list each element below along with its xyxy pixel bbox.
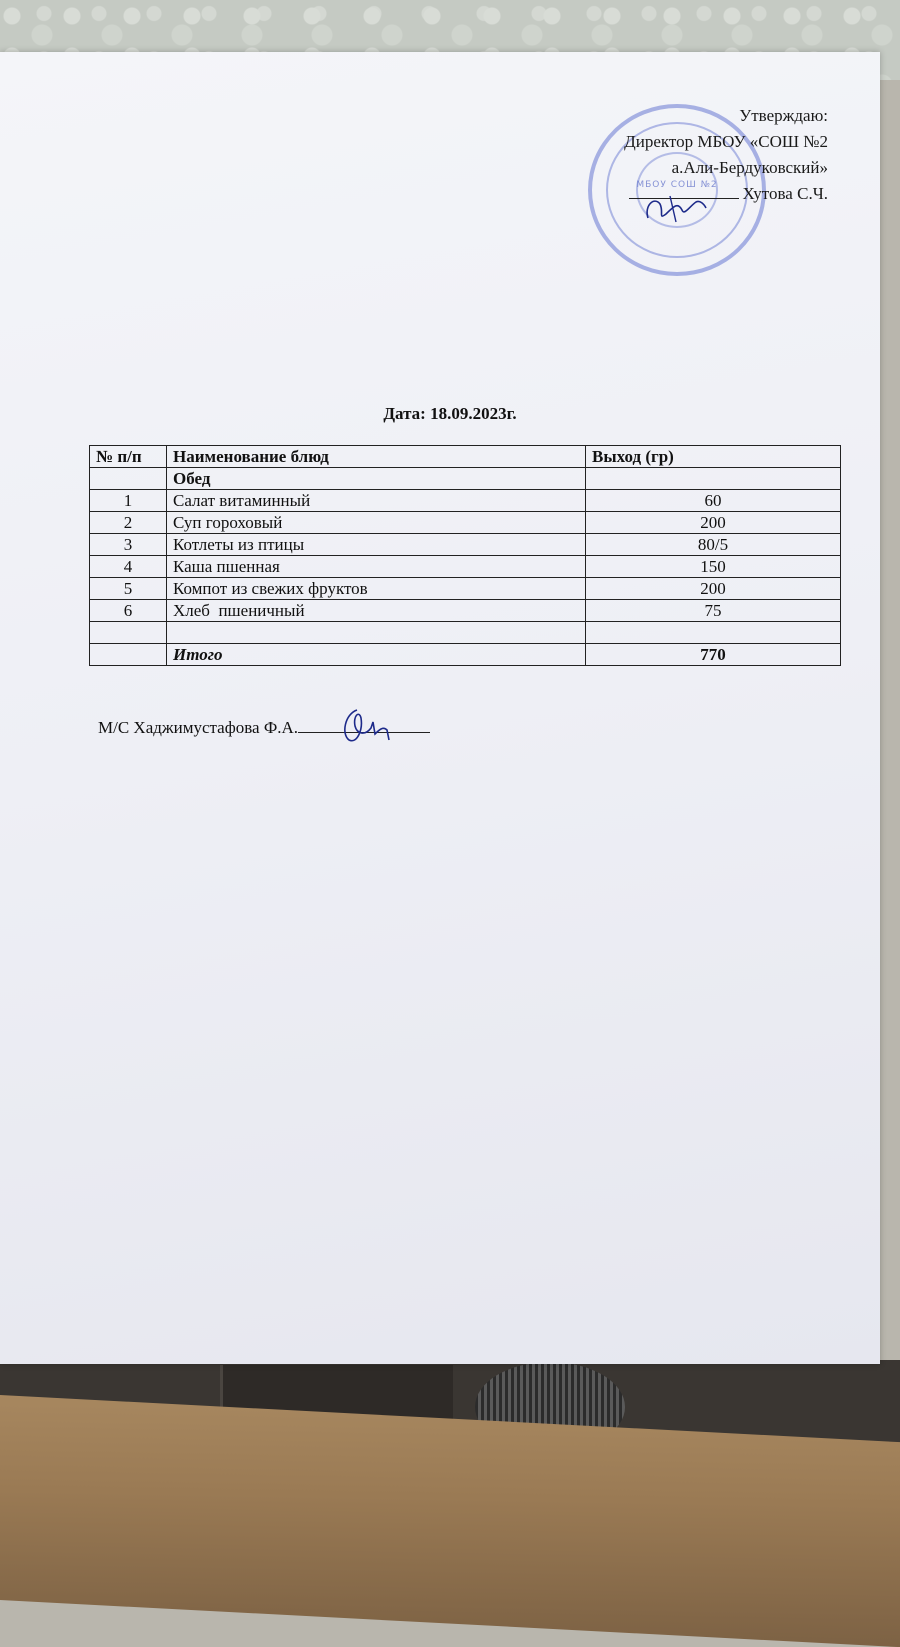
director-signature [640, 188, 710, 228]
row-number: 2 [90, 512, 167, 534]
row-output: 60 [586, 490, 841, 512]
table-total-row [90, 644, 841, 666]
row-number: 5 [90, 578, 167, 600]
row-dish-name: Котлеты из птицы [167, 534, 586, 556]
empty-cell [586, 622, 841, 644]
empty-cell [167, 622, 586, 644]
nurse-signature [335, 700, 395, 750]
total-label: Итого [167, 644, 586, 666]
row-dish-name: Салат витаминный [167, 490, 586, 512]
row-dish-name: Суп гороховый [167, 512, 586, 534]
row-output: 200 [586, 578, 841, 600]
menu-sheet [0, 52, 880, 1364]
table-row [90, 600, 841, 622]
header-output: Выход (гр) [586, 446, 841, 468]
row-output: 200 [586, 512, 841, 534]
document-date: Дата: 18.09.2023г. [383, 404, 517, 423]
total-value: 770 [586, 644, 841, 666]
table-header-row [90, 446, 841, 468]
row-output: 80/5 [586, 534, 841, 556]
approval-school: а.Али-Бердуковский» [671, 158, 828, 177]
row-number: 1 [90, 490, 167, 512]
approval-title: Утверждаю: [739, 106, 828, 125]
section-label: Обед [167, 468, 586, 490]
nurse-name: М/С Хаджимустафова Ф.А. [98, 718, 299, 737]
table-section-row [90, 468, 841, 490]
section-number-cell [90, 468, 167, 490]
table-empty-row [90, 622, 841, 644]
table-row [90, 556, 841, 578]
director-name: Хутова С.Ч. [742, 184, 828, 203]
header-dish-name: Наименование блюд [167, 446, 586, 468]
approval-position: Директор МБОУ «СОШ №2 [624, 132, 828, 151]
row-number: 3 [90, 534, 167, 556]
menu-table [89, 445, 841, 666]
empty-cell [90, 622, 167, 644]
row-dish-name: Каша пшенная [167, 556, 586, 578]
header-number: № п/п [90, 446, 167, 468]
table-row [90, 512, 841, 534]
total-number-cell [90, 644, 167, 666]
table-row [90, 534, 841, 556]
stamp-text: МБОУ СОШ №2 [636, 180, 718, 190]
row-number: 6 [90, 600, 167, 622]
row-number: 4 [90, 556, 167, 578]
section-output-cell [586, 468, 841, 490]
row-output: 75 [586, 600, 841, 622]
row-dish-name: Компот из свежих фруктов [167, 578, 586, 600]
row-output: 150 [586, 556, 841, 578]
table-row [90, 578, 841, 600]
row-dish-name: Хлеб пшеничный [167, 600, 586, 622]
table-row [90, 490, 841, 512]
